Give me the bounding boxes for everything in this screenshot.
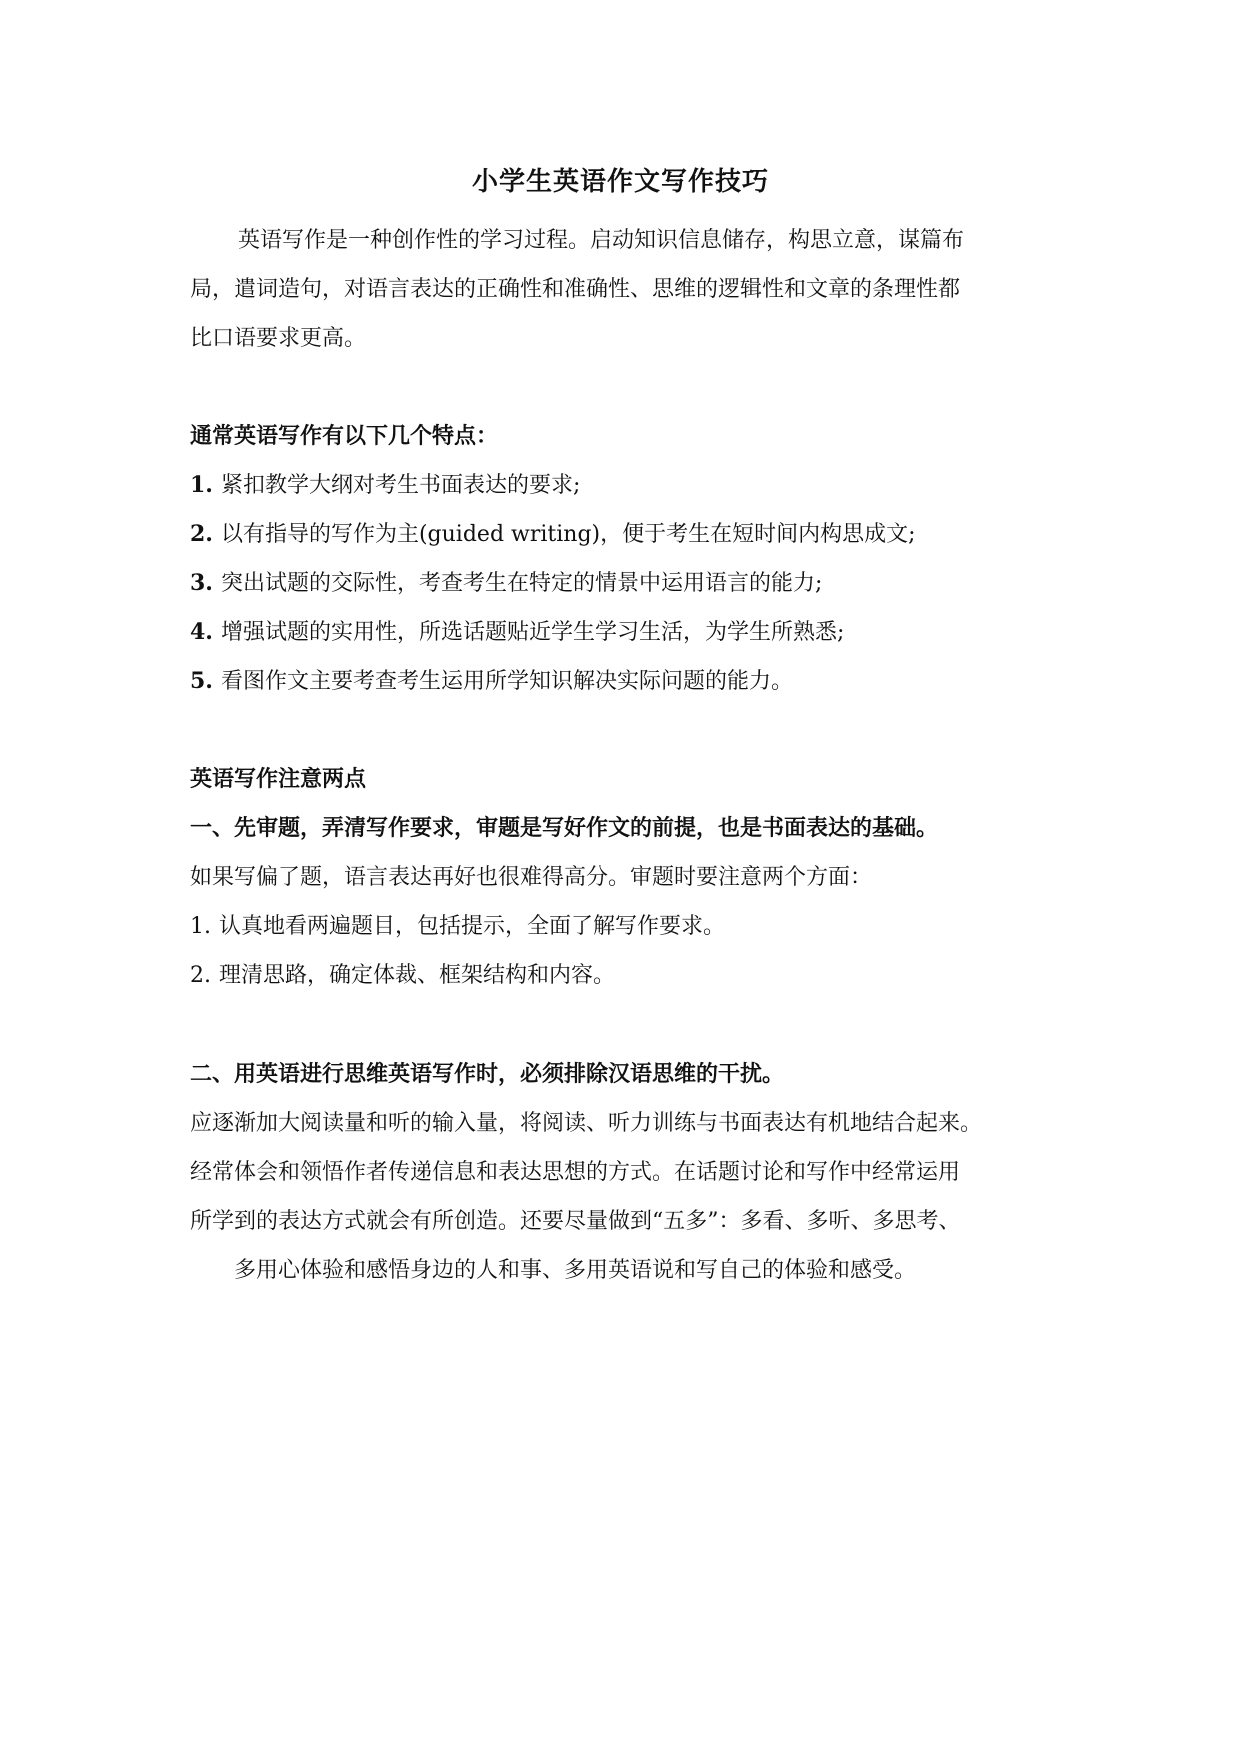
feature-text: 增强试题的实用性，所选话题贴近学生学习生活，为学生所熟悉; <box>220 620 845 645</box>
point1-heading: 一、先审题，弄清写作要求，审题是写好作文的前提，也是书面表达的基础。 <box>190 815 939 841</box>
point1-item <box>190 951 1060 1000</box>
point2-line: 所学到的表达方式就会有所创造。还要尽量做到“五多”：多看、多听、多思考、 <box>190 1209 961 1234</box>
feature-item <box>190 510 1060 559</box>
feature-number: 4. <box>190 619 213 645</box>
intro-line: 比口语要求更高。 <box>190 326 367 351</box>
point1-item-number: 2. <box>190 963 211 988</box>
feature-number: 3. <box>190 570 213 596</box>
features-heading: 通常英语写作有以下几个特点： <box>190 423 499 449</box>
point2-line: 应逐渐加大阅读量和听的输入量，将阅读、听力训练与书面表达有机地结合起来。 <box>190 1111 983 1136</box>
feature-text: 以有指导的写作为主(guided writing)，便于考生在短时间内构思成文; <box>220 522 916 547</box>
feature-item <box>190 559 1060 608</box>
notes-section <box>190 755 1060 1000</box>
point1-item <box>190 902 1060 951</box>
point2-line: 经常体会和领悟作者传递信息和表达思想的方式。在话题讨论和写作中经常运用 <box>190 1160 961 1185</box>
feature-text: 突出试题的交际性，考查考生在特定的情景中运用语言的能力; <box>220 571 823 596</box>
features-section <box>190 412 1060 706</box>
point2-section <box>190 1050 1060 1295</box>
feature-text: 看图作文主要考查考生运用所学知识解决实际问题的能力。 <box>220 669 793 694</box>
point2-line: 多用心体验和感悟身边的人和事、多用英语说和写自己的体验和感受。 <box>234 1258 917 1283</box>
point1-item-text: 认真地看两遍题目，包括提示，全面了解写作要求。 <box>219 914 726 939</box>
feature-item <box>190 461 1060 510</box>
feature-text: 紧扣教学大纲对考生书面表达的要求; <box>220 473 581 498</box>
feature-number: 5. <box>190 668 213 694</box>
feature-item <box>190 608 1060 657</box>
feature-number: 1. <box>190 472 213 498</box>
point1-item-number: 1. <box>190 914 211 939</box>
notes-heading: 英语写作注意两点 <box>190 766 367 792</box>
point2-heading: 二、用英语进行思维英语写作时，必须排除汉语思维的干扰。 <box>190 1061 785 1087</box>
page-title: 小学生英语作文写作技巧 <box>471 167 769 197</box>
intro-paragraph <box>190 216 1060 363</box>
intro-line: 英语写作是一种创作性的学习过程。启动知识信息储存，构思立意，谋篇布 <box>238 228 965 253</box>
feature-item <box>190 657 1060 706</box>
intro-line: 局，遣词造句，对语言表达的正确性和准确性、思维的逻辑性和文章的条理性都 <box>190 277 961 302</box>
point1-text: 如果写偏了题，语言表达再好也很难得高分。审题时要注意两个方面： <box>190 865 873 890</box>
point1-item-text: 理清思路，确定体裁、框架结构和内容。 <box>219 963 616 988</box>
feature-number: 2. <box>190 521 213 547</box>
